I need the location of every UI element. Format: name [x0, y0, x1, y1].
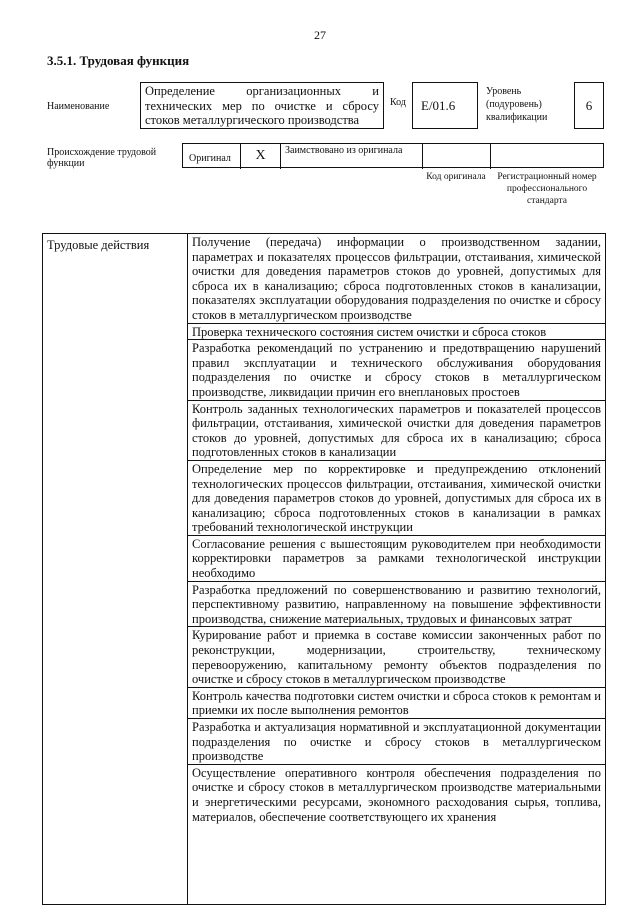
code-original-caption: Код оригинала — [426, 172, 486, 182]
labor-action-item: Разработка предложений по совершенствованию и развитию технологий, перспективному развитию, направленному на повышение эффективности производства, снижение материальных, трудовых и финансовых затрат — [188, 582, 605, 628]
labor-action-item: Разработка рекомендаций по устранению и предотвращению нарушений правил эксплуатации и технического обслуживания оборудования подразделения по очистке и сбросу стоков в металлургическом производстве, ликвидации причин его внеплановых простоев — [188, 340, 605, 400]
labor-actions-table — [42, 233, 606, 905]
labor-action-item: Курирование работ и приемка в составе комиссии законченных работ по реконструкции, модернизации, строительству, техническому перевооружению, капитальному ремонту объектов подразделения по очистке и сбросу стоков в металлургическом производстве — [188, 627, 605, 687]
labor-action-item: Контроль качества подготовки систем очистки и сброса стоков к ремонтам и приемки их после выполнения ремонтов — [188, 688, 605, 719]
origin-row — [182, 143, 604, 168]
code-value-box: E/01.6 — [412, 82, 478, 129]
origin-label: Происхождение трудовой функции — [47, 147, 157, 169]
code-label: Код — [390, 97, 406, 108]
labor-action-item: Контроль заданных технологических параметров и показателей процессов фильтрации, отстаивания, химической очистки для доведения параметров стоков до уровней, допустимых для сброса их в канализацию; сброса подготовленных стоков в канализации — [188, 401, 605, 461]
labor-action-item: Получение (передача) информации о производственном задании, параметрах и показателях процессов фильтрации, отстаивания, химической очистки для доведения параметров стоков до уровней, допустимых для сброса их в канализацию; сброса подготовленных стоков в канализации, показателях эксплуатации оборудования подразделения по очистке и сбросу стоков в металлургическом производстве — [188, 234, 605, 324]
original-label: Оригинал — [183, 144, 241, 169]
labor-actions-label: Трудовые действия — [43, 234, 188, 904]
name-label: Наименование — [47, 101, 110, 112]
labor-action-item: Определение мер по корректировке и предупреждению отклонений технологических процессов фильтрации, отстаивания, химической очистки для доведения параметров стоков до уровней, допустимых для сброса их в канализацию; сброса подготовленных стоков в канализации в рамках требований технологической инструкции — [188, 461, 605, 536]
level-label: Уровень (подуровень) квалификации — [486, 86, 548, 123]
function-name-box: Определение организационных и технических мер по очистке и сбросу стоков металлургического производства — [140, 82, 384, 129]
page-number: 27 — [314, 28, 326, 42]
borrowed-label: Заимствовано из оригинала — [281, 144, 423, 169]
original-mark: X — [241, 144, 281, 169]
labor-action-item: Разработка и актуализация нормативной и эксплуатационной документации подразделения по очистке и сбросу стоков в металлургическом производстве — [188, 719, 605, 765]
level-value-box: 6 — [574, 82, 604, 129]
labor-actions-list — [188, 234, 605, 824]
section-heading: 3.5.1. Трудовая функция — [47, 53, 190, 68]
labor-action-item: Согласование решения с вышестоящим руководителем при необходимости корректировки параметров за рамками технологической инструкции необходимо — [188, 536, 605, 582]
labor-action-item: Проверка технического состояния систем очистки и сброса стоков — [188, 324, 605, 341]
labor-action-item: Осуществление оперативного контроля обеспечения подразделения по очистке и сбросу стоков в металлургическом производстве материальными и энергетическими ресурсами, экономного расходования сырья, топлива, материалов, обеспечение соответствующего их хранения — [192, 765, 601, 824]
reg-number-cell — [491, 144, 605, 169]
code-original-cell — [423, 144, 491, 169]
reg-number-caption: Регистрационный номер профессионального стандарта — [497, 172, 597, 206]
